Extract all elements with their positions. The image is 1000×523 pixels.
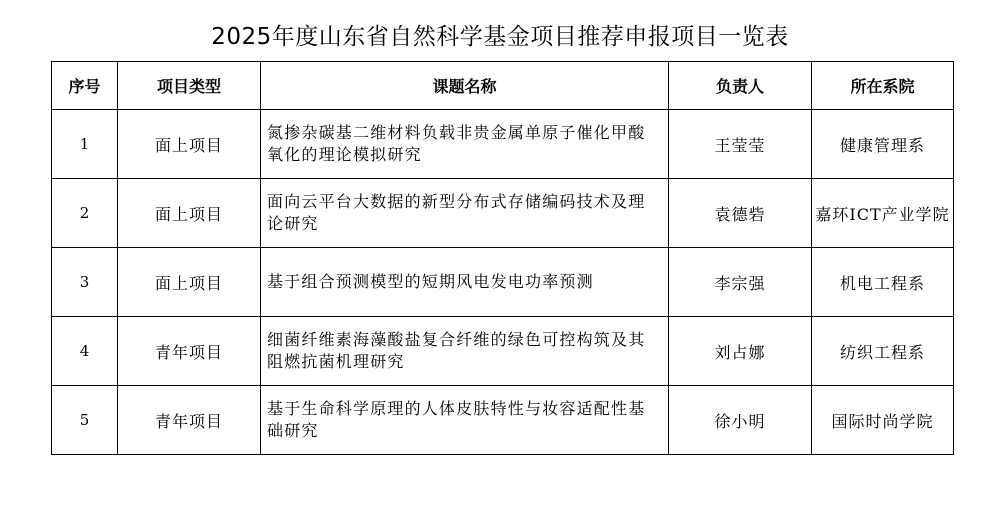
header-dept: 所在系院 bbox=[812, 62, 954, 110]
row-topic: 基于组合预测模型的短期风电发电功率预测 bbox=[261, 248, 669, 317]
header-no: 序号 bbox=[52, 62, 118, 110]
table-row bbox=[52, 179, 954, 248]
table-row bbox=[52, 317, 954, 386]
row-type: 面上项目 bbox=[118, 110, 261, 179]
row-person: 徐小明 bbox=[669, 386, 812, 455]
row-dept: 国际时尚学院 bbox=[812, 386, 954, 455]
row-dept: 机电工程系 bbox=[812, 248, 954, 317]
row-dept: 健康管理系 bbox=[812, 110, 954, 179]
header-type: 项目类型 bbox=[118, 62, 261, 110]
project-table bbox=[51, 61, 954, 455]
row-type: 青年项目 bbox=[118, 386, 261, 455]
row-type: 面上项目 bbox=[118, 248, 261, 317]
row-dept: 纺织工程系 bbox=[812, 317, 954, 386]
row-dept: 嘉环ICT产业学院 bbox=[812, 179, 954, 248]
row-no: 3 bbox=[52, 248, 118, 317]
row-topic: 细菌纤维素海藻酸盐复合纤维的绿色可控构筑及其阻燃抗菌机理研究 bbox=[261, 317, 669, 386]
header-topic: 课题名称 bbox=[261, 62, 669, 110]
row-type: 面上项目 bbox=[118, 179, 261, 248]
page-title: 2025年度山东省自然科学基金项目推荐申报项目一览表 bbox=[211, 24, 789, 50]
row-topic: 氮掺杂碳基二维材料负载非贵金属单原子催化甲酸氧化的理论模拟研究 bbox=[261, 110, 669, 179]
row-person: 李宗强 bbox=[669, 248, 812, 317]
row-person: 刘占娜 bbox=[669, 317, 812, 386]
table-row bbox=[52, 110, 954, 179]
row-topic: 面向云平台大数据的新型分布式存储编码技术及理论研究 bbox=[261, 179, 669, 248]
header-person: 负责人 bbox=[669, 62, 812, 110]
table-row bbox=[52, 386, 954, 455]
row-person: 袁德砦 bbox=[669, 179, 812, 248]
row-no: 5 bbox=[52, 386, 118, 455]
table-row bbox=[52, 248, 954, 317]
table-header-row bbox=[52, 62, 954, 110]
row-person: 王莹莹 bbox=[669, 110, 812, 179]
row-no: 2 bbox=[52, 179, 118, 248]
row-type: 青年项目 bbox=[118, 317, 261, 386]
row-no: 4 bbox=[52, 317, 118, 386]
row-topic: 基于生命科学原理的人体皮肤特性与妆容适配性基础研究 bbox=[261, 386, 669, 455]
row-no: 1 bbox=[52, 110, 118, 179]
